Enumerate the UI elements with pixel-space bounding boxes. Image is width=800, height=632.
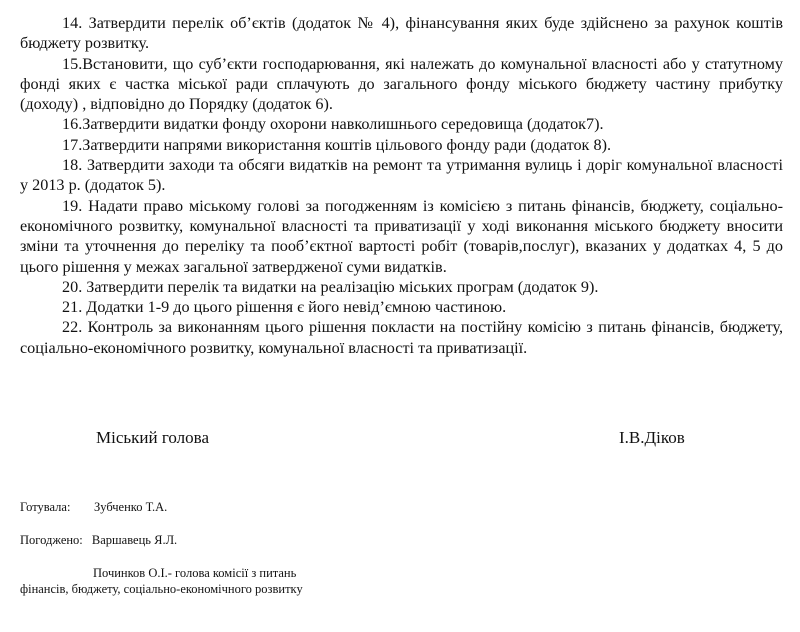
- decision-item-17: 17.Затвердити напрями використання коштів цільового фонду ради (додаток 8).: [62, 135, 612, 154]
- decision-item-21: 21. Додатки 1-9 до цього рішення є його невід’ємною частиною.: [62, 298, 507, 317]
- signature-name: І.В.Діков: [619, 428, 685, 447]
- agreed-name: Варшавець Я.Л.: [91, 533, 178, 547]
- decision-item-20: 20. Затвердити перелік та видатки на реалізацію міських програм (додаток 9).: [62, 277, 599, 296]
- agreed-by: [20, 532, 177, 548]
- prepared-label: Готувала:: [20, 500, 71, 514]
- agreed-label: Погоджено:: [20, 533, 83, 547]
- decision-item-14: 14. Затвердити перелік об’єктів (додаток № 4), фінансування яких буде здійснено за рахунок коштів бюджету розвитку.: [20, 14, 783, 53]
- prepared-name: Зубченко Т.А.: [94, 500, 168, 514]
- agreed-extra-line-2: фінансів, бюджету, соціально-економічного розвитку: [20, 582, 303, 596]
- decision-item-22: 22. Контроль за виконанням цього рішення покласти на постійну комісію з питань фінансів, бюджету, соціально-економічного розвитку, комунальної власності та приватизації.: [20, 318, 783, 357]
- decision-item-18: 18. Затвердити заходи та обсяги видатків на ремонт та утримання вулиць і доріг комунальної власності у 2013 р. (додаток 5).: [20, 156, 783, 195]
- decision-items: [20, 13, 783, 358]
- decision-item-19: 19. Надати право міському голові за погодженням із комісією з питань фінансів, бюджету, соціально- економічного розвитку, комунальної власності та приватизації у ході виконання міського бюджету вносити зміни та уточнення до переліку та пооб’єктної вартості робіт (товарів,послуг), вказаних у додатках 4, 5 до цього рішення у межах загальної затвердженої суми видатків.: [20, 196, 783, 276]
- signature-position: Міський голова: [96, 428, 209, 447]
- decision-item-15: 15.Встановити, що суб’єкти господарювання, які належать до комунальної власності або у статутному фонді яких є частка міської ради сплачують до загального фонду міського бюджету частину прибутку (доходу) , відповідно до Порядку (додаток 6).: [20, 54, 783, 114]
- decision-item-16: 16.Затвердити видатки фонду охорони навколишнього середовища (додаток7).: [62, 115, 604, 134]
- agreed-extra-line-1: Починков О.І.- голова комісії з питань: [93, 566, 297, 580]
- prepared-by: [20, 499, 168, 515]
